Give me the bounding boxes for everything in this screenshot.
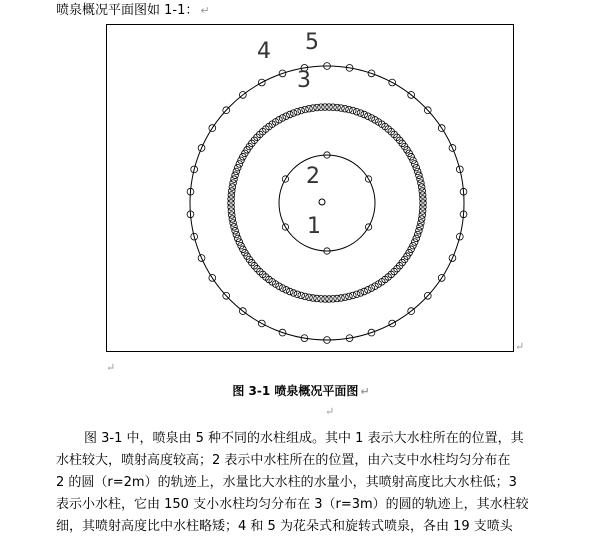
small-water-column — [322, 104, 329, 111]
small-water-column — [233, 168, 240, 175]
small-water-column — [287, 111, 294, 118]
small-water-column — [414, 231, 421, 238]
small-water-column — [413, 235, 420, 242]
label-1: 1 — [307, 214, 321, 239]
paragraph-line: 2 的圆（r=2m）的轨迹上，水量比大水柱的水量小，其喷射高度比大水柱低；3 — [56, 475, 517, 490]
mid-ring-circle — [279, 155, 375, 251]
small-water-column — [413, 164, 420, 171]
small-water-column — [294, 291, 301, 298]
small-water-column — [350, 107, 357, 114]
small-water-column — [294, 108, 301, 115]
small-water-column — [414, 168, 421, 175]
small-water-column — [416, 172, 423, 179]
figure-paragraph-mark: ↵ — [515, 340, 525, 353]
paragraph-line: 图 3-1 中，喷泉由 5 种不同的水柱组成。其中 1 表示大水柱所在的位置，其 — [84, 431, 524, 446]
small-water-column — [326, 296, 333, 303]
description-paragraph — [56, 428, 556, 538]
small-water-column — [287, 288, 294, 295]
paragraph-line: 细，其喷射高度比中水柱略矮；4 和 5 为花朵式和旋转式喷泉，各由 19 支喷头 — [56, 519, 513, 534]
blank-line-mark: ↵ — [325, 405, 335, 418]
small-water-column — [353, 108, 360, 115]
fountain-plan-figure — [106, 24, 525, 353]
small-water-column — [233, 231, 240, 238]
small-water-column — [232, 172, 239, 179]
figure-caption — [0, 382, 602, 399]
small-water-column — [231, 176, 238, 183]
small-water-column — [361, 288, 368, 295]
center-column — [319, 199, 325, 205]
small-water-column — [417, 224, 424, 231]
after-figure-mark: ↵ — [106, 361, 116, 374]
small-water-column — [420, 196, 427, 203]
intro-text: 喷泉概况平面图如 1-1： — [56, 3, 199, 18]
intro-line — [56, 2, 210, 20]
small-water-column — [232, 227, 239, 234]
caption-mark: ↵ — [360, 385, 370, 398]
small-water-column — [298, 292, 305, 299]
small-water-column — [234, 164, 241, 171]
label-5: 5 — [305, 30, 319, 55]
outer-ring-circle — [190, 66, 464, 340]
small-water-column — [234, 235, 241, 242]
small-water-column — [353, 291, 360, 298]
small-water-column — [357, 290, 364, 297]
small-water-column — [357, 110, 364, 117]
label-4: 4 — [257, 39, 271, 64]
small-water-column — [416, 227, 423, 234]
label-3: 3 — [297, 68, 311, 93]
small-water-column — [290, 290, 297, 297]
small-water-column — [290, 110, 297, 117]
figure-caption-text: 图 3-1 喷泉概况平面图 — [232, 384, 359, 398]
label-2: 2 — [306, 164, 320, 189]
paragraph-line: 水柱较大，喷射高度较高；2 表示中水柱所在的位置，由六支中水柱均匀分布在 — [56, 453, 511, 468]
small-water-column — [361, 111, 368, 118]
paragraph-line: 表示小水柱，它由 150 支小水柱均匀分布在 3（r=3m）的圆的轨迹上，其水柱较 — [56, 497, 529, 512]
fountain-plan-drawing — [107, 25, 513, 351]
paragraph-mark: ↵ — [200, 4, 210, 17]
small-column-ring — [228, 104, 427, 303]
